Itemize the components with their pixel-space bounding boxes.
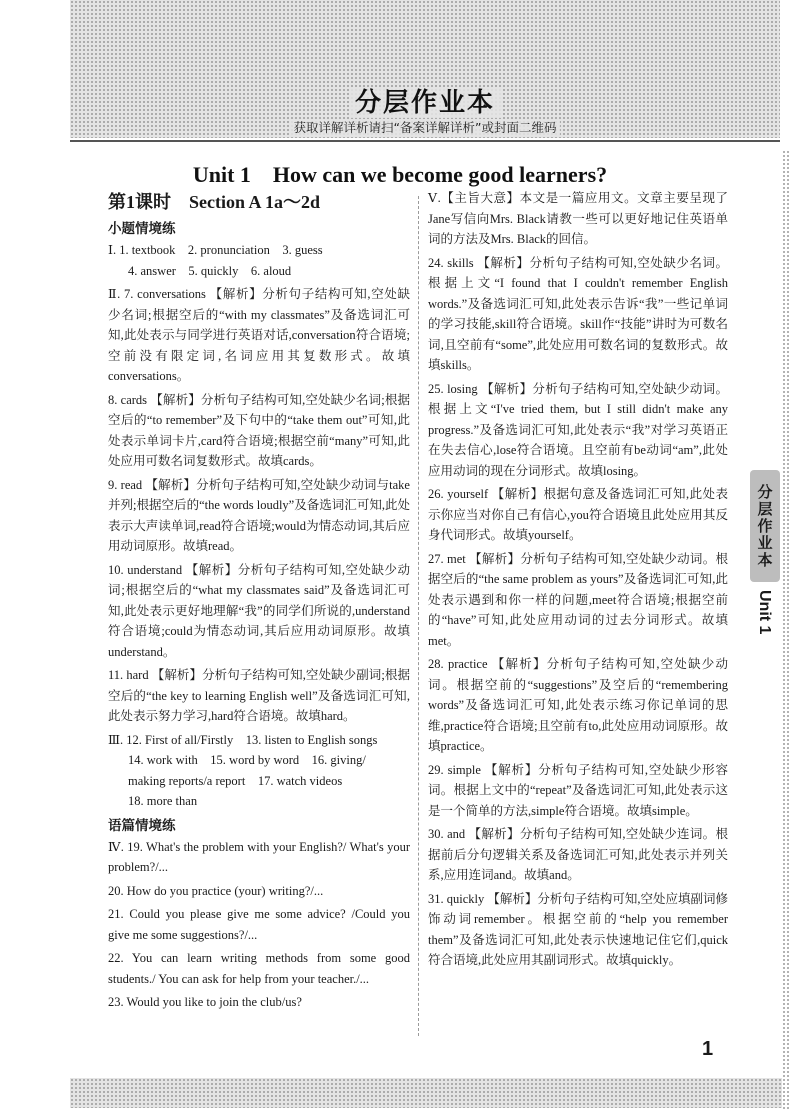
answer-item-31: 31. quickly 【解析】分析句子结构可知,空处应填副词修饰动词remember。根据空前的“help you remember them”及备选词汇可知,此处表示快速地记住它们,quick符合语境,此处应用其副词形式。故填quickly。	[428, 891, 728, 967]
footer-band	[70, 1078, 782, 1108]
answer-row-18: 18. more than	[128, 794, 198, 808]
answer-item-27: 27. met 【解析】分析句子结构可知,空处缺少动词。根据空后的“the same problem as yours”及备选词汇可知,此处表示遇到和你一样的问题,meet符合语境;根据空前的“have”可知,此处应用动词的过去分词形式。故填met。	[428, 551, 728, 648]
answer-row-12: Ⅲ. 12. First of all/Firstly 13. listen to English songs	[108, 732, 378, 747]
section-heading-2: 语篇情境练	[108, 817, 176, 834]
answer-row-1: Ⅰ. 1. textbook 2. pronunciation 3. guess	[108, 243, 323, 257]
right-edge-band	[782, 150, 790, 1110]
answer-item-11: 11. hard 【解析】分析句子结构可知,空处缺少副词;根据空后的“the key to learning English well”及备选词汇可知,此处表示努力学习,hard符合语境。故填hard。	[108, 668, 410, 723]
answer-item-25: 25. losing 【解析】分析句子结构可知,空处缺少动词。根据上文“I've tried them, but I still didn't make any progress.”及备选词汇可知,此处表示“我”对学习英语正在失去信心,lose符合语境。且空前有be动词“am”,此处应用动词的现在分词形式。故填losing。	[428, 381, 728, 478]
header-rule	[70, 140, 780, 142]
answer-item-7: Ⅱ. 7. conversations 【解析】分析句子结构可知,空处缺少名词;根据空后的“with my classmates”及备选词汇可知,此处表示与同学进行英语对话,conversation符合语境;空前没有限定词,名词应用其复数形式。故填conversations。	[108, 287, 410, 383]
answer-item-9: 9. read 【解析】分析句子结构可知,空处缺少动词与take并列;根据空后的“the words loudly”及备选词汇可知,此处表示大声读单词,read符合语境;would为情态动词,其后应用动词原形。故填read。	[108, 477, 410, 553]
answer-row-16: making reports/a report 17. watch videos	[128, 773, 343, 788]
answer-row-2: 4. answer 5. quickly 6. aloud	[128, 263, 292, 278]
answer-item-21: 21. Could you please give me some advice? /Could you give me some suggestions?/...	[108, 907, 410, 942]
answer-row-14: 14. work with 15. word by word 16. giving/	[128, 753, 366, 767]
passage-summary: Ⅴ.【主旨大意】本文是一篇应用文。文章主要呈现了Jane写信向Mrs. Black请教一些可以更好地记住英语单词的方法及Mrs. Black的回信。	[428, 191, 728, 246]
side-tab-label: 分层作业本	[750, 470, 780, 582]
answer-item-30: 30. and 【解析】分析句子结构可知,空处缺少连词。根据前后分句逻辑关系及备选词汇可知,此处表示并列关系,应用连词and。故填and。	[428, 827, 728, 882]
right-column	[428, 188, 728, 974]
answer-item-19: Ⅳ. 19. What's the problem with your English?/ What's your problem?/...	[108, 839, 410, 874]
header-band	[70, 0, 780, 138]
left-column	[108, 188, 410, 1016]
unit-title: Unit 1 How can we become good learners?	[192, 162, 608, 187]
answer-item-10: 10. understand 【解析】分析句子结构可知,空处缺少动词;根据空后的“what my classmates said”及备选词汇可知,此处表示更好地理解“我”的同学们所说的,understand符合语境;could为情态动词,其后应用动词原形。故填understand。	[108, 562, 410, 659]
answer-item-26: 26. yourself 【解析】根据句意及备选词汇可知,此处表示你应当对你自己有信心,you符合语境且此处应用其反身代词形式。故填yourself。	[428, 487, 728, 542]
answer-item-20: 20. How do you practice (your) writing?/...	[108, 883, 324, 898]
answer-item-23: 23. Would you like to join the club/us?	[108, 995, 302, 1009]
answer-item-8: 8. cards 【解析】分析句子结构可知,空处缺少名词;根据空后的“to remember”及下句中的“take them out”可知,此处表示单词卡片,card符合语境;根据空前“many”可知,此处应用可数名词复数形式。故填cards。	[108, 392, 410, 468]
answer-item-28: 28. practice 【解析】分析句子结构可知,空处缺少动词。根据空前的“suggestions”及空后的“remembering words”及备选词汇可知,此处表示练习你记单词的思维,practice符合语境;且空前有to,此处应用动词原形。故填practice。	[428, 657, 728, 753]
answer-item-29: 29. simple 【解析】分析句子结构可知,空处缺少形容词。根据上文中的“repeat”及备选词汇可知,此处表示这是一个简单的方法,simple符合语境。故填simple。	[428, 762, 728, 818]
answer-item-22: 22. You can learn writing methods from some good students./ You can ask for help from your teacher./...	[108, 951, 410, 986]
page-number: 1	[702, 1038, 714, 1060]
side-unit-label: Unit 1	[756, 590, 773, 635]
header-title: 分层作业本	[70, 82, 780, 119]
answer-item-24: 24. skills 【解析】分析句子结构可知,空处缺少名词。根据上文“I found that I couldn't remember English words.”及备选词汇可知,此处表示告诉“我”一些记单词的学习技能,skill符合语境。skill作“技能”讲时为可数名词,且空前有“some”,此处应用可数名词的复数形式。故填skills。	[428, 255, 728, 372]
column-divider	[418, 196, 419, 1036]
lesson-title: 第1课时 Section A 1a～2d	[108, 192, 321, 212]
section-heading-1: 小题情境练	[108, 221, 176, 237]
header-subtitle: 获取详解详析请扫“备案详解详析”或封面二维码	[70, 118, 780, 136]
